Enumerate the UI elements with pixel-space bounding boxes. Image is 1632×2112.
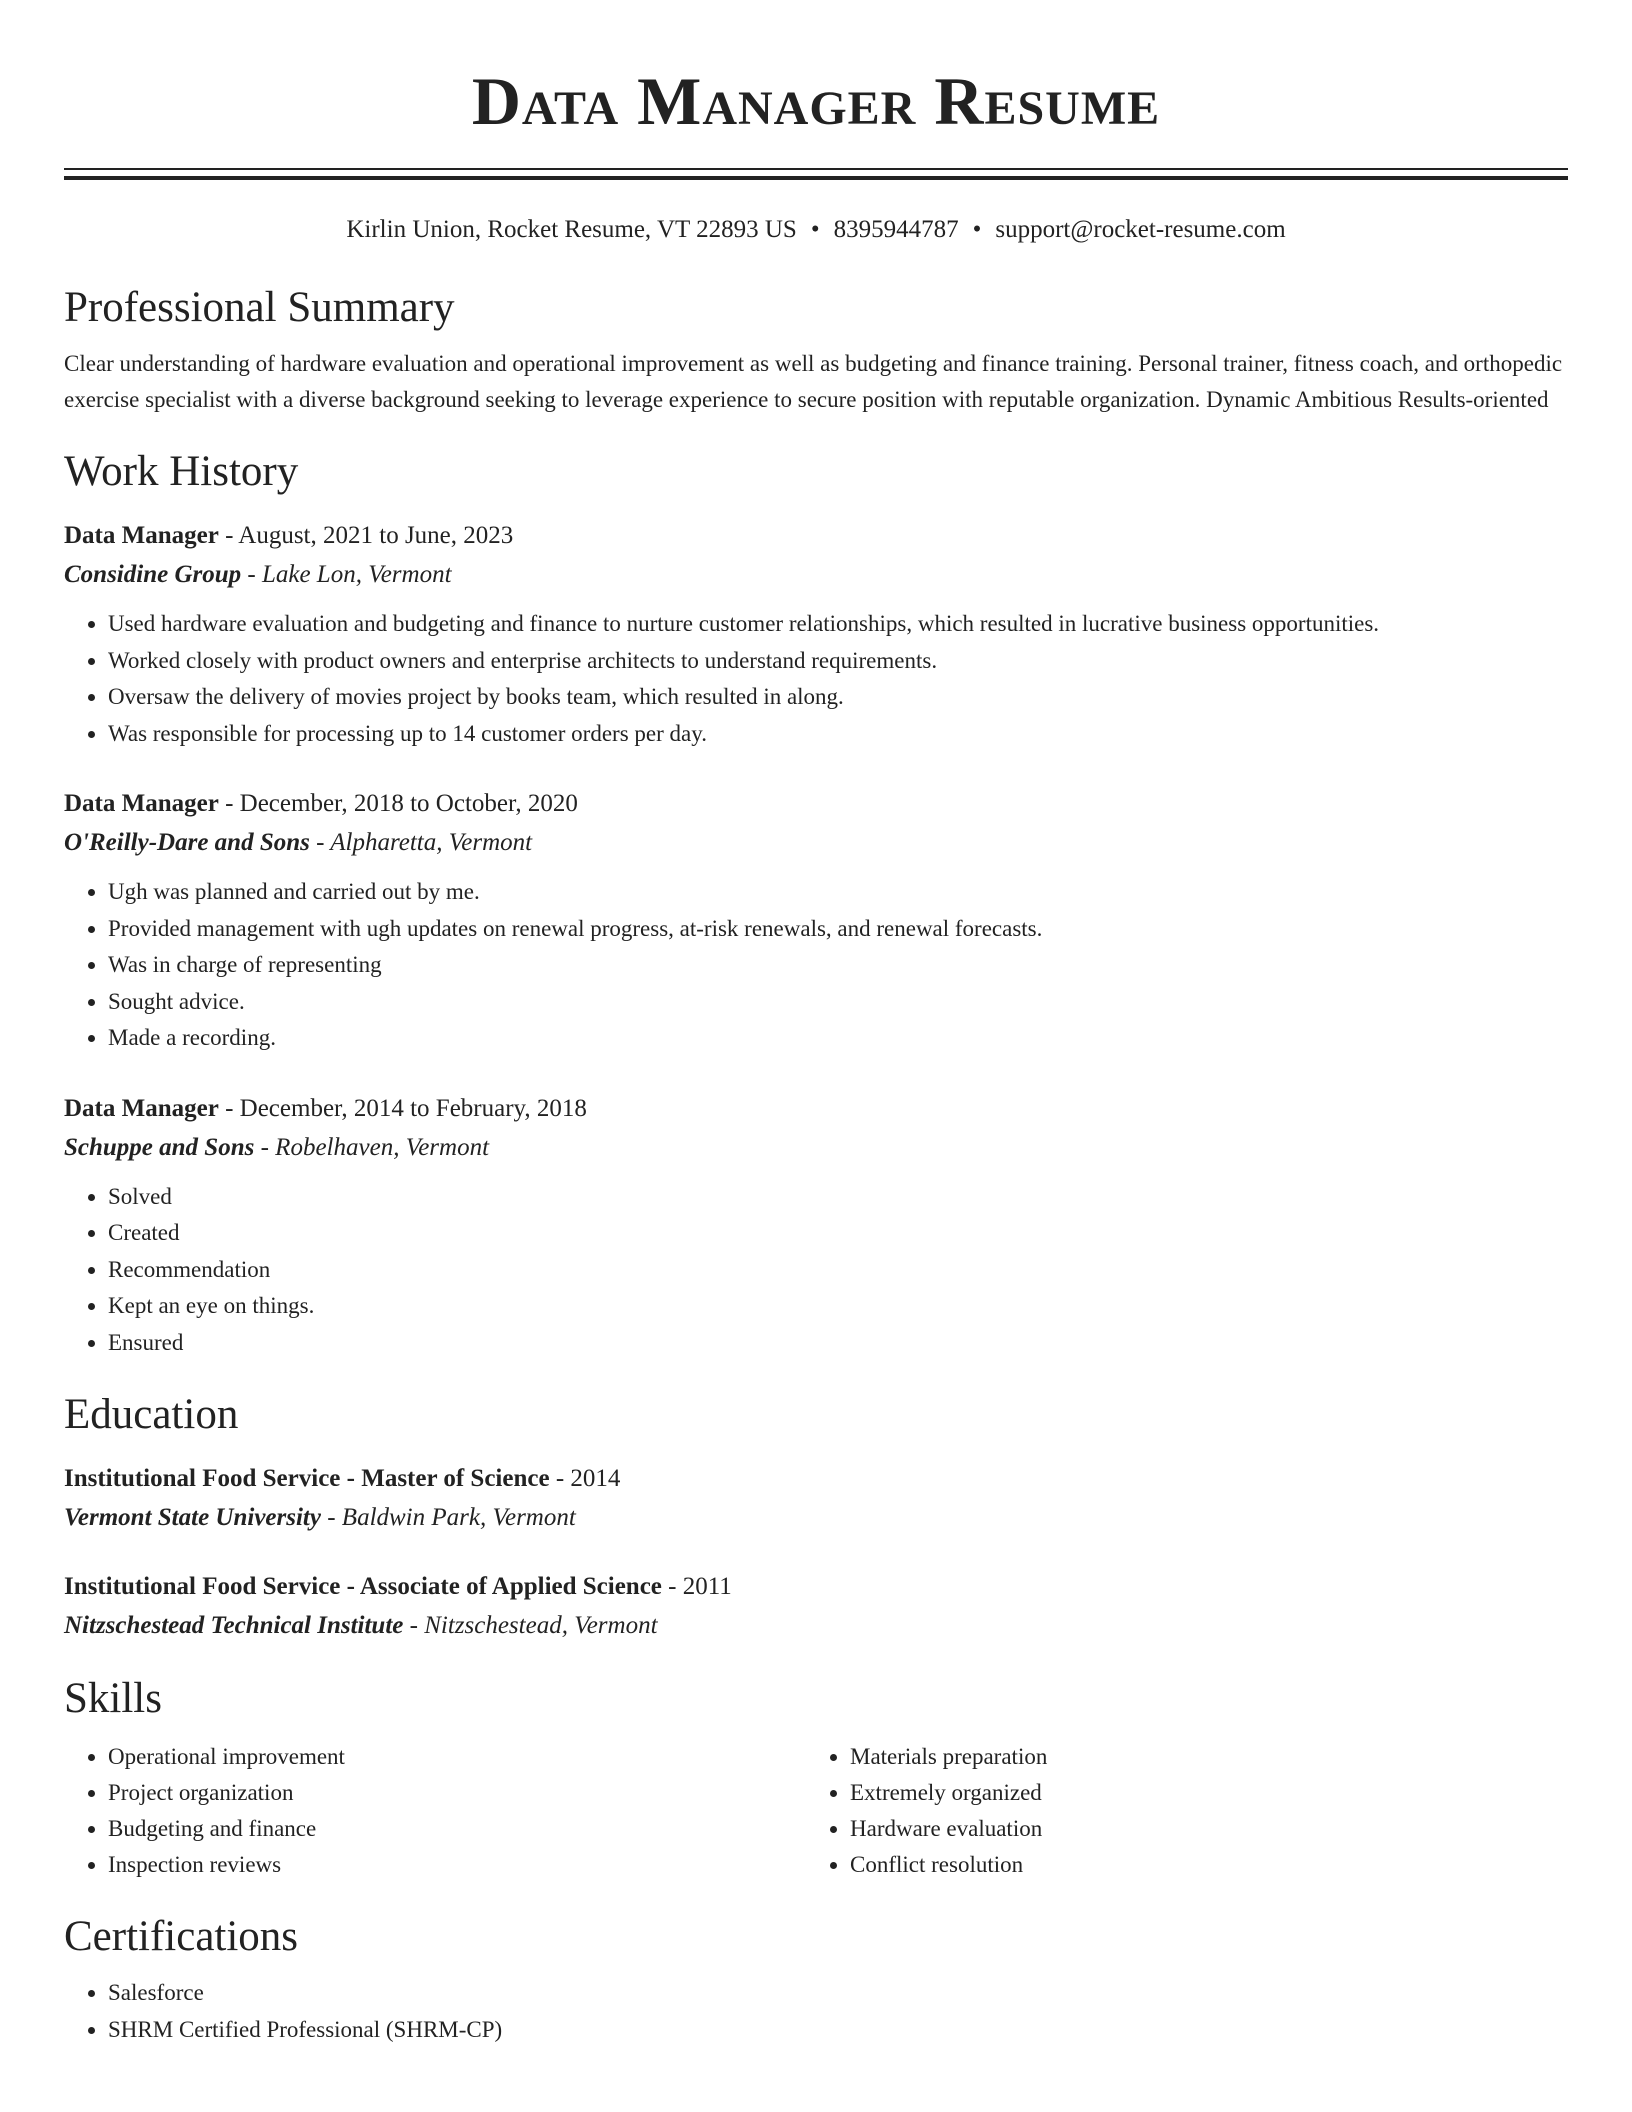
school-line: [64, 1607, 1568, 1645]
job-bullets: [64, 1179, 1568, 1362]
skill-item: • Materials preparation: [850, 1739, 1548, 1775]
skill-item: • Conflict resolution: [850, 1847, 1548, 1883]
list-item: • Was responsible for processing up to 14 customer orders per day.: [108, 716, 1568, 753]
list-item: • Used hardware evaluation and budgeting and finance to nurture customer relationships, which resulted in lucrative business opportunities.: [108, 606, 1568, 643]
list-item: • Made a recording.: [108, 1020, 1568, 1057]
list-item: • Created: [108, 1215, 1568, 1252]
job-company: Considine Group: [64, 561, 242, 588]
education-entry: [64, 1459, 1568, 1537]
school-line: [64, 1499, 1568, 1537]
list-item: • Sought advice.: [108, 984, 1568, 1021]
section-heading-summary: Professional Summary: [64, 284, 455, 331]
skills-column-left: [64, 1739, 806, 1883]
skills-grid: [64, 1739, 1568, 1883]
job-dates: - August, 2021 to June, 2023: [218, 522, 514, 549]
job-company: Schuppe and Sons: [64, 1133, 255, 1161]
contact-phone: 8395944787: [833, 216, 959, 243]
degree-year: - 2011: [661, 1573, 732, 1600]
degree-name: Institutional Food Service - Associate of Applied Science: [64, 1573, 662, 1600]
job-dates: - December, 2018 to October, 2020: [218, 790, 578, 817]
school-name: Nitzschestead Technical Institute: [64, 1612, 404, 1639]
degree-year: - 2014: [549, 1465, 621, 1492]
job-company-line: [64, 1129, 1568, 1167]
degree-line: [64, 1567, 1568, 1607]
skills-column-right: [806, 1739, 1548, 1883]
job-bullets: [64, 874, 1568, 1057]
job-entry: [64, 1089, 1568, 1362]
list-item: • Oversaw the delivery of movies project by books team, which resulted in along.: [108, 679, 1568, 716]
skill-item: • Hardware evaluation: [850, 1811, 1548, 1847]
section-heading-skills: Skills: [64, 1675, 162, 1722]
job-entry: [64, 784, 1568, 1057]
document-title: Data Manager Resume: [471, 63, 1161, 139]
job-title: Data Manager: [64, 1094, 219, 1122]
job-bullets: [64, 606, 1568, 752]
job-title: Data Manager: [64, 522, 219, 549]
contact-line: [64, 214, 1568, 246]
skill-item: • Project organization: [108, 1775, 806, 1811]
contact-address: Kirlin Union, Rocket Resume, VT 22893 US: [346, 216, 797, 243]
list-item: • Provided management with ugh updates on renewal progress, at-risk renewals, and renewal forecasts.: [108, 911, 1568, 948]
list-item: • Was in charge of representing: [108, 947, 1568, 984]
list-item: • Solved: [108, 1179, 1568, 1216]
list-item: • Ugh was planned and carried out by me.: [108, 874, 1568, 911]
job-location: - Alpharetta, Vermont: [309, 829, 533, 856]
school-location: - Nitzschestead, Vermont: [403, 1612, 658, 1639]
school-name: Vermont State University: [64, 1504, 321, 1531]
contact-separator: •: [810, 216, 820, 243]
job-title-line: [64, 516, 1568, 556]
contact-email: support@rocket-resume.com: [995, 216, 1286, 243]
certification-item: • Salesforce: [108, 1975, 1568, 2012]
list-item: • Worked closely with product owners and enterprise architects to understand requirements.: [108, 643, 1568, 680]
job-company: O'Reilly-Dare and Sons: [64, 829, 310, 856]
skill-item: • Inspection reviews: [108, 1847, 806, 1883]
list-item: • Recommendation: [108, 1252, 1568, 1289]
section-heading-education: Education: [64, 1391, 239, 1438]
section-heading-certifications: Certifications: [64, 1913, 299, 1960]
job-title-line: [64, 784, 1568, 824]
list-item: • Ensured: [108, 1325, 1568, 1362]
job-location: - Robelhaven, Vermont: [254, 1133, 490, 1161]
job-company-line: [64, 556, 1568, 594]
skill-item: • Operational improvement: [108, 1739, 806, 1775]
section-heading-work-history: Work History: [64, 448, 299, 495]
degree-line: [64, 1459, 1568, 1499]
degree-name: Institutional Food Service - Master of Science: [64, 1465, 550, 1492]
job-title: Data Manager: [64, 790, 219, 817]
skill-item: • Extremely organized: [850, 1775, 1548, 1811]
school-location: - Baldwin Park, Vermont: [320, 1504, 576, 1531]
skill-item: • Budgeting and finance: [108, 1811, 806, 1847]
certifications-list: [64, 1975, 1568, 2048]
job-title-line: [64, 1089, 1568, 1129]
job-company-line: [64, 824, 1568, 862]
contact-separator: •: [972, 216, 982, 243]
certification-item: • SHRM Certified Professional (SHRM-CP): [108, 2012, 1568, 2049]
education-entry: [64, 1567, 1568, 1645]
list-item: • Kept an eye on things.: [108, 1288, 1568, 1325]
job-dates: - December, 2014 to February, 2018: [218, 1094, 587, 1122]
title-divider: [64, 168, 1568, 180]
summary-text: Clear understanding of hardware evaluation and operational improvement as well as budgeting and finance training. Personal trainer, fitness coach, and orthopedic exercise specialist with a diverse background seeking to leverage experience to secure position with reputable organization. Dynamic Ambitious Results-oriented: [64, 351, 1563, 412]
job-entry: [64, 516, 1568, 752]
job-location: - Lake Lon, Vermont: [241, 561, 452, 588]
